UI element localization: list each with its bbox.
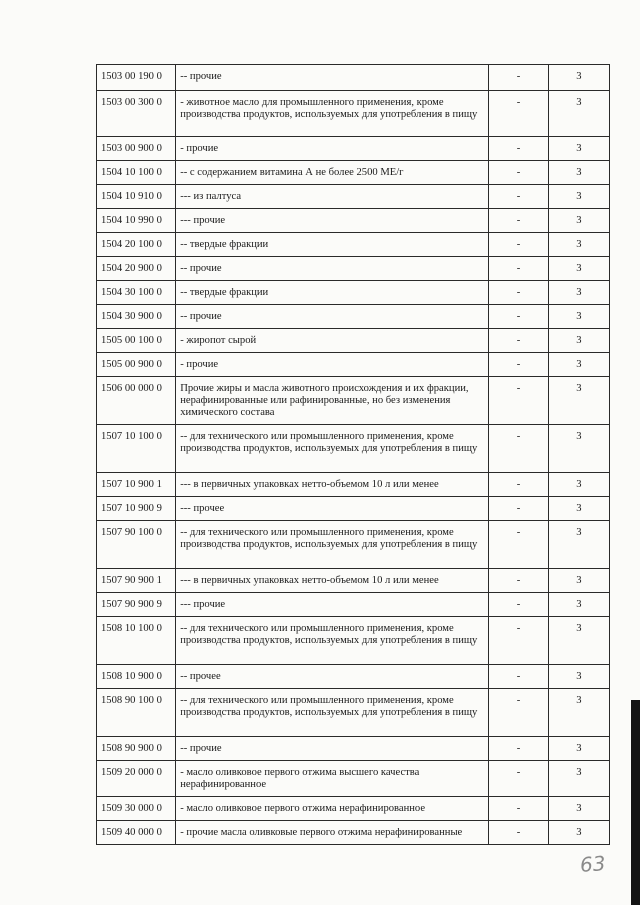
duty-col-1: - (489, 593, 548, 617)
duty-col-1: - (489, 737, 548, 761)
tariff-code: 1503 00 900 0 (97, 137, 176, 161)
duty-col-1: - (489, 281, 548, 305)
tariff-table (96, 64, 610, 845)
table-row (97, 737, 610, 761)
description: -- прочие (176, 737, 489, 761)
table-row (97, 91, 610, 137)
description: -- для технического или промышленного применения, кроме производства продуктов, используемых для употребления в пищу (176, 425, 489, 473)
description: -- твердые фракции (176, 281, 489, 305)
duty-col-2: 3 (548, 617, 609, 665)
table-row (97, 281, 610, 305)
duty-col-1: - (489, 329, 548, 353)
duty-col-2: 3 (548, 797, 609, 821)
duty-col-2: 3 (548, 593, 609, 617)
table-row (97, 329, 610, 353)
table-row (97, 821, 610, 845)
tariff-table-body (97, 65, 610, 845)
table-row (97, 377, 610, 425)
duty-col-2: 3 (548, 377, 609, 425)
tariff-code: 1505 00 100 0 (97, 329, 176, 353)
description: -- прочие (176, 65, 489, 91)
tariff-code: 1507 10 100 0 (97, 425, 176, 473)
tariff-code: 1505 00 900 0 (97, 353, 176, 377)
duty-col-1: - (489, 353, 548, 377)
duty-col-1: - (489, 209, 548, 233)
duty-col-1: - (489, 797, 548, 821)
tariff-code: 1508 10 100 0 (97, 617, 176, 665)
duty-col-2: 3 (548, 689, 609, 737)
duty-col-2: 3 (548, 91, 609, 137)
duty-col-2: 3 (548, 185, 609, 209)
duty-col-2: 3 (548, 821, 609, 845)
duty-col-1: - (489, 569, 548, 593)
tariff-code: 1504 30 100 0 (97, 281, 176, 305)
description: -- твердые фракции (176, 233, 489, 257)
duty-col-1: - (489, 305, 548, 329)
tariff-code: 1507 90 100 0 (97, 521, 176, 569)
tariff-code: 1507 10 900 9 (97, 497, 176, 521)
tariff-code: 1509 20 000 0 (97, 761, 176, 797)
description: - жиропот сырой (176, 329, 489, 353)
duty-col-1: - (489, 137, 548, 161)
table-row (97, 137, 610, 161)
duty-col-2: 3 (548, 233, 609, 257)
description: - животное масло для промышленного применения, кроме производства продуктов, используемых для употребления в пищу (176, 91, 489, 137)
table-row (97, 185, 610, 209)
description: -- прочие (176, 305, 489, 329)
table-row (97, 305, 610, 329)
tariff-code: 1507 90 900 9 (97, 593, 176, 617)
description: -- для технического или промышленного применения, кроме производства продуктов, используемых для употребления в пищу (176, 617, 489, 665)
description: --- в первичных упаковках нетто-объемом 10 л или менее (176, 569, 489, 593)
duty-col-2: 3 (548, 137, 609, 161)
duty-col-1: - (489, 161, 548, 185)
description: --- прочее (176, 497, 489, 521)
table-row (97, 593, 610, 617)
duty-col-1: - (489, 473, 548, 497)
table-row (97, 473, 610, 497)
tariff-code: 1504 10 100 0 (97, 161, 176, 185)
duty-col-1: - (489, 761, 548, 797)
tariff-code: 1508 90 900 0 (97, 737, 176, 761)
duty-col-2: 3 (548, 761, 609, 797)
duty-col-2: 3 (548, 209, 609, 233)
description: - масло оливковое первого отжима высшего качества нерафинированное (176, 761, 489, 797)
description: Прочие жиры и масла животного происхождения и их фракции, нерафинированные или рафинированные, но без изменения химического состава (176, 377, 489, 425)
description: -- для технического или промышленного применения, кроме производства продуктов, используемых для употребления в пищу (176, 521, 489, 569)
duty-col-1: - (489, 665, 548, 689)
duty-col-2: 3 (548, 257, 609, 281)
tariff-code: 1506 00 000 0 (97, 377, 176, 425)
table-row (97, 425, 610, 473)
tariff-code: 1509 30 000 0 (97, 797, 176, 821)
tariff-code: 1504 20 900 0 (97, 257, 176, 281)
duty-col-2: 3 (548, 665, 609, 689)
duty-col-2: 3 (548, 497, 609, 521)
table-row (97, 233, 610, 257)
duty-col-2: 3 (548, 65, 609, 91)
tariff-code: 1503 00 190 0 (97, 65, 176, 91)
table-row (97, 497, 610, 521)
description: -- прочие (176, 257, 489, 281)
duty-col-2: 3 (548, 737, 609, 761)
description: - прочие масла оливковые первого отжима нерафинированные (176, 821, 489, 845)
tariff-code: 1504 10 990 0 (97, 209, 176, 233)
tariff-code: 1507 10 900 1 (97, 473, 176, 497)
duty-col-1: - (489, 257, 548, 281)
duty-col-2: 3 (548, 473, 609, 497)
tariff-code: 1504 20 100 0 (97, 233, 176, 257)
table-row (97, 617, 610, 665)
duty-col-1: - (489, 497, 548, 521)
duty-col-2: 3 (548, 281, 609, 305)
description: --- прочие (176, 593, 489, 617)
description: -- прочее (176, 665, 489, 689)
duty-col-2: 3 (548, 329, 609, 353)
table-row (97, 257, 610, 281)
duty-col-2: 3 (548, 569, 609, 593)
duty-col-1: - (489, 185, 548, 209)
tariff-code: 1508 10 900 0 (97, 665, 176, 689)
tariff-code: 1507 90 900 1 (97, 569, 176, 593)
tariff-code: 1504 30 900 0 (97, 305, 176, 329)
table-row (97, 665, 610, 689)
duty-col-1: - (489, 521, 548, 569)
table-row (97, 797, 610, 821)
table-row (97, 569, 610, 593)
duty-col-1: - (489, 65, 548, 91)
duty-col-2: 3 (548, 353, 609, 377)
duty-col-2: 3 (548, 425, 609, 473)
duty-col-1: - (489, 689, 548, 737)
description: - прочие (176, 353, 489, 377)
duty-col-1: - (489, 233, 548, 257)
description: - масло оливковое первого отжима нерафинированное (176, 797, 489, 821)
description: --- прочие (176, 209, 489, 233)
tariff-code: 1503 00 300 0 (97, 91, 176, 137)
duty-col-2: 3 (548, 161, 609, 185)
duty-col-2: 3 (548, 521, 609, 569)
tariff-code: 1508 90 100 0 (97, 689, 176, 737)
table-row (97, 209, 610, 233)
table-row (97, 161, 610, 185)
description: - прочие (176, 137, 489, 161)
duty-col-1: - (489, 377, 548, 425)
table-row (97, 521, 610, 569)
scan-edge-shadow (631, 700, 640, 905)
table-row (97, 65, 610, 91)
duty-col-1: - (489, 617, 548, 665)
duty-col-1: - (489, 91, 548, 137)
tariff-code: 1509 40 000 0 (97, 821, 176, 845)
duty-col-2: 3 (548, 305, 609, 329)
page-number: 63 (579, 851, 607, 877)
description: -- с содержанием витамина А не более 2500 МЕ/г (176, 161, 489, 185)
table-row (97, 353, 610, 377)
description: -- для технического или промышленного применения, кроме производства продуктов, используемых для употребления в пищу (176, 689, 489, 737)
tariff-code: 1504 10 910 0 (97, 185, 176, 209)
duty-col-1: - (489, 425, 548, 473)
table-row (97, 761, 610, 797)
description: --- в первичных упаковках нетто-объемом 10 л или менее (176, 473, 489, 497)
duty-col-1: - (489, 821, 548, 845)
description: --- из палтуса (176, 185, 489, 209)
table-row (97, 689, 610, 737)
